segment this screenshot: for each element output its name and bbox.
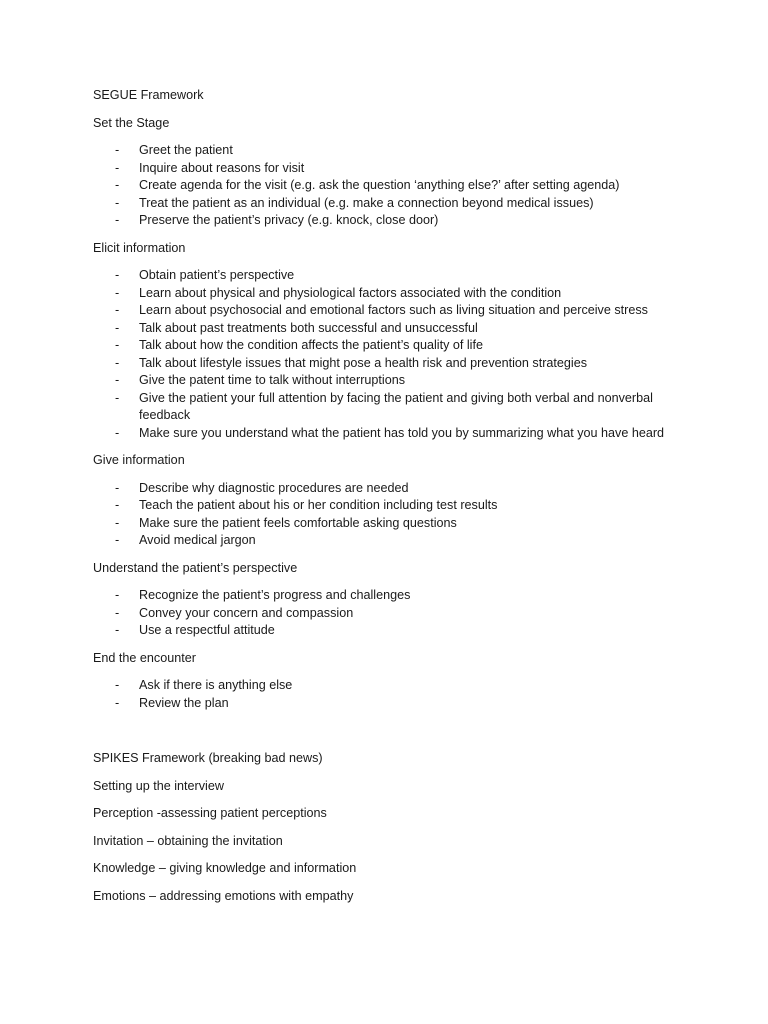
spikes-setting: Setting up the interview xyxy=(93,778,224,793)
list-item-text: Use a respectful attitude xyxy=(139,623,275,637)
dash-bullet: - xyxy=(115,515,120,530)
section-set-the-stage: Set the Stage xyxy=(93,115,170,130)
list-item-text: Make sure the patient feels comfortable asking questions xyxy=(139,515,457,530)
end-encounter-list xyxy=(93,677,693,712)
list-item-text: Describe why diagnostic procedures are needed xyxy=(139,480,409,495)
list-item xyxy=(93,677,693,695)
list-item-text: Learn about psychosocial and emotional factors such as living situation and perceive stress xyxy=(139,303,648,317)
list-item xyxy=(93,390,693,425)
document-page xyxy=(93,87,693,915)
dash-bullet: - xyxy=(115,285,120,300)
dash-bullet: - xyxy=(115,268,120,282)
dash-bullet: - xyxy=(115,355,120,370)
list-item xyxy=(93,320,693,338)
list-item xyxy=(93,532,693,550)
list-item-text: Convey your concern and compassion xyxy=(139,605,354,620)
dash-bullet: - xyxy=(115,338,120,352)
list-item-text: Obtain patient’s perspective xyxy=(139,268,295,282)
dash-bullet: - xyxy=(115,605,120,620)
list-item xyxy=(93,177,693,195)
dash-bullet: - xyxy=(115,213,120,227)
dash-bullet: - xyxy=(115,678,120,692)
dash-bullet: - xyxy=(115,623,120,637)
spikes-invitation: Invitation – obtaining the invitation xyxy=(93,833,283,848)
list-item xyxy=(93,195,693,213)
dash-bullet: - xyxy=(115,373,120,387)
dash-bullet: - xyxy=(115,480,120,495)
list-item xyxy=(93,337,693,355)
list-item-text: Talk about lifestyle issues that might pose a health risk and prevention strategies xyxy=(139,355,588,370)
section-give-information: Give information xyxy=(93,453,185,467)
list-item xyxy=(93,515,693,533)
list-item xyxy=(93,587,693,605)
list-item xyxy=(93,695,693,713)
list-item xyxy=(93,355,693,373)
list-item-text: Preserve the patient’s privacy (e.g. knock, close door) xyxy=(139,213,439,227)
list-item-text: Review the plan xyxy=(139,695,229,710)
list-item xyxy=(93,622,693,640)
understand-perspective-list xyxy=(93,587,693,640)
list-item-text: Inquire about reasons for visit xyxy=(139,160,305,175)
list-item-text: Ask if there is anything else xyxy=(139,678,293,692)
dash-bullet: - xyxy=(115,303,120,317)
dash-bullet: - xyxy=(115,143,120,157)
spikes-emotions: Emotions – addressing emotions with empathy xyxy=(93,888,354,903)
spikes-knowledge: Knowledge – giving knowledge and information xyxy=(93,861,357,875)
list-item xyxy=(93,497,693,515)
list-item xyxy=(93,605,693,623)
list-item xyxy=(93,142,693,160)
dash-bullet: - xyxy=(115,588,120,602)
spikes-perception: Perception -assessing patient perceptions xyxy=(93,806,327,820)
section-elicit-information: Elicit information xyxy=(93,240,186,255)
list-item-text: Talk about how the condition affects the patient’s quality of life xyxy=(139,338,483,352)
segue-title: SEGUE Framework xyxy=(93,88,204,102)
give-information-list xyxy=(93,480,693,550)
list-item xyxy=(93,480,693,498)
dash-bullet: - xyxy=(115,498,120,512)
dash-bullet: - xyxy=(115,695,120,710)
dash-bullet: - xyxy=(115,320,120,335)
list-item-text: Talk about past treatments both successful and unsuccessful xyxy=(139,320,478,335)
list-item-text: Avoid medical jargon xyxy=(139,533,256,547)
list-item-text: Teach the patient about his or her condition including test results xyxy=(139,498,498,512)
list-item-text: Learn about physical and physiological factors associated with the condition xyxy=(139,285,562,300)
list-item-text: Treat the patient as an individual (e.g. make a connection beyond medical issues) xyxy=(139,195,594,210)
list-item xyxy=(93,267,693,285)
dash-bullet: - xyxy=(115,425,120,440)
list-item-text: Create agenda for the visit (e.g. ask the question ‘anything else?’ after setting agenda) xyxy=(139,178,620,192)
elicit-information-list xyxy=(93,267,693,442)
list-item-text: Greet the patient xyxy=(139,143,233,157)
list-item-text: Give the patient your full attention by facing the patient and giving both verbal and nonverbal feedback xyxy=(139,390,653,422)
list-item xyxy=(93,302,693,320)
list-item xyxy=(93,425,693,443)
dash-bullet: - xyxy=(115,533,120,547)
list-item-text: Make sure you understand what the patient has told you by summarizing what you have heard xyxy=(139,425,665,440)
dash-bullet: - xyxy=(115,178,120,192)
set-the-stage-list xyxy=(93,142,693,230)
dash-bullet: - xyxy=(115,160,120,175)
list-item-text: Recognize the patient’s progress and challenges xyxy=(139,588,411,602)
list-item-text: Give the patent time to talk without interruptions xyxy=(139,373,406,387)
section-understand-perspective: Understand the patient’s perspective xyxy=(93,560,298,575)
section-gap xyxy=(93,722,693,750)
dash-bullet: - xyxy=(115,390,120,405)
spikes-title: SPIKES Framework (breaking bad news) xyxy=(93,751,323,765)
list-item xyxy=(93,285,693,303)
list-item xyxy=(93,160,693,178)
section-end-encounter: End the encounter xyxy=(93,650,196,665)
list-item xyxy=(93,372,693,390)
list-item xyxy=(93,212,693,230)
dash-bullet: - xyxy=(115,195,120,210)
